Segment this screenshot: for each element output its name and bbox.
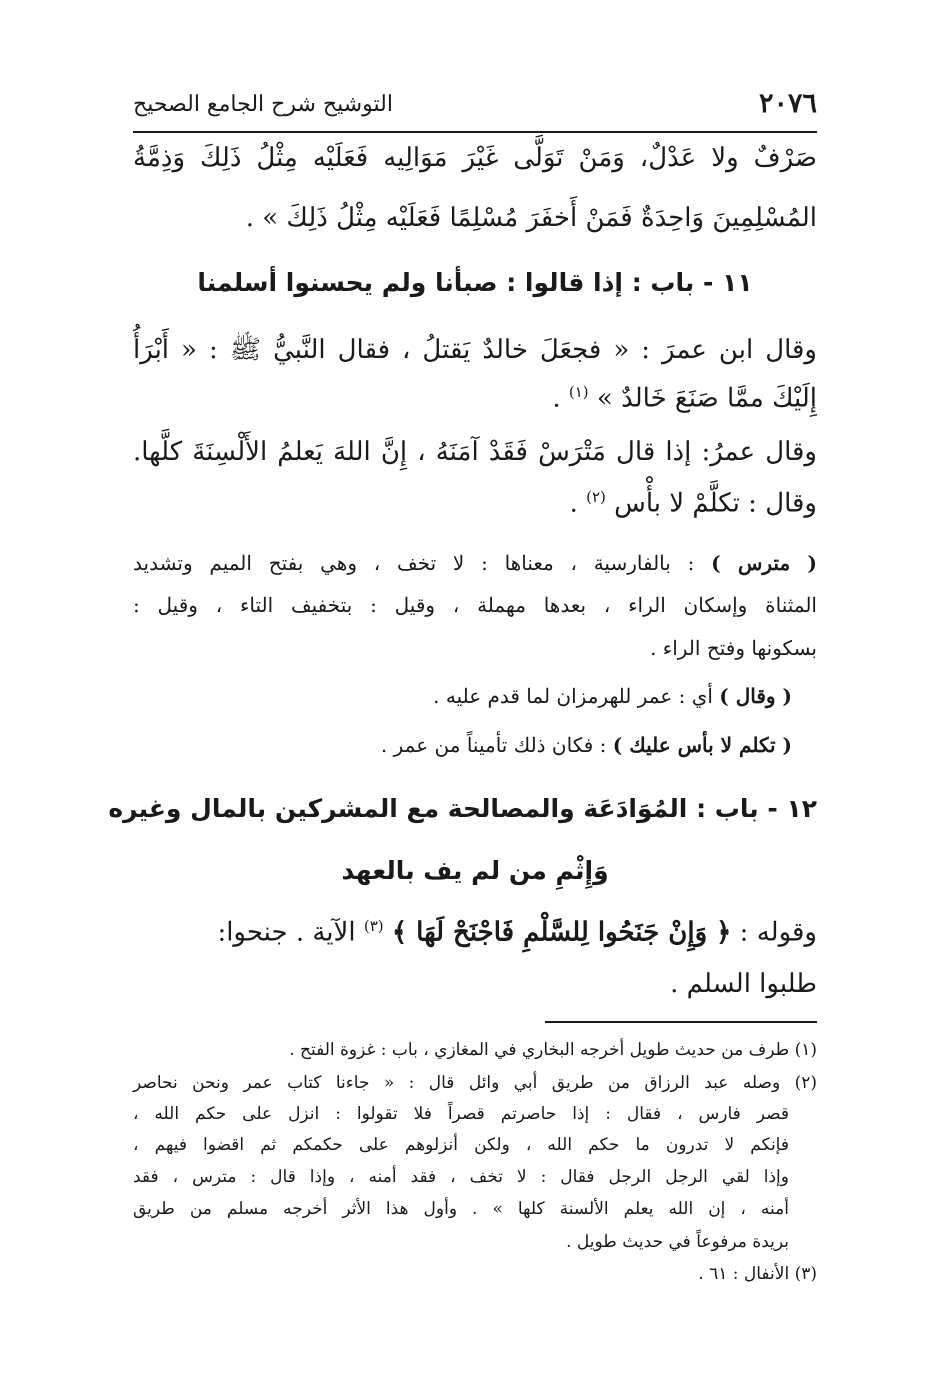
- footnote-1: (١) طرف من حديث طويل أخرجه البخاري في المغازي ، باب : غزوة الفتح .: [289, 1040, 817, 1060]
- footnote-2-line: بريدة مرفوعاً في حديث طويل .: [566, 1232, 789, 1252]
- footnote-2-line: فإنكم لا تدرون ما حكم الله ، ولكن أنزلوهم على حكمكم ثم اقضوا فيهم ،: [133, 1135, 789, 1155]
- footnote-rule: [545, 1021, 817, 1023]
- text-line: [133, 488, 817, 519]
- verse-intro: وقوله :: [731, 917, 817, 948]
- hadith-text: وقال : تكلَّمْ لا بأْس: [614, 488, 817, 519]
- chapter-heading: ١٢ - باب : المُوَادَعَة والمصالحة مع المشركين بالمال وغيره: [108, 794, 817, 823]
- footnote-2-line: وإذا لقي الرجل الرجل فقال : لا تخف ، فقد أمنه ، وإذا قال : مترس ، فقد: [133, 1167, 789, 1187]
- footnote-2-line: قصر فارس ، فقال : إذا حاصرتم قصراً فلا تقولوا : انزل على حكم الله ،: [133, 1104, 789, 1124]
- footnote-2: (٢) وصله عبد الرزاق من طريق أبي وائل قال : « جاءنا كتاب عمر ونحن نحاصر: [133, 1073, 817, 1093]
- commentary-term: ( وقال ): [719, 684, 792, 708]
- punctuation: .: [552, 383, 561, 414]
- page-number: ٢٠٧٦: [758, 88, 817, 119]
- text-line: صَرْفٌ ولا عَدْلٌ، وَمَنْ تَوَلَّى غَيْرَ مَوَالِيه فَعَلَيْه مِثْلُ ذَلِكَ وَذِمَّةُ: [133, 143, 817, 173]
- quran-verse: ﴿ وَإِنْ جَنَحُوا لِلسَّلْمِ فَاجْنَحْ لَهَا ﴾: [391, 917, 732, 948]
- text-line: [133, 917, 817, 948]
- commentary-line: [133, 733, 792, 757]
- hadith-text: إِلَيْكَ ممَّا صَنَعَ خَالدٌ »: [596, 383, 817, 414]
- text-line: المُسْلِمِينَ وَاحِدَةٌ فَمَنْ أَخفَرَ مُسْلِمًا فَعَلَيْه مِثْلُ ذَلِكَ » .: [245, 203, 817, 233]
- header-rule: [133, 131, 817, 133]
- commentary-text: أي : عمر للهرمزان لما قدم عليه .: [433, 684, 720, 708]
- footnote-3: (٣) الأنفال : ٦١ .: [698, 1264, 817, 1284]
- footnote-2-line: أمنه ، إن الله يعلم الألسنة كلها » . وأول هذا الأثر أخرجه مسلم من طريق: [133, 1199, 789, 1219]
- commentary-term: ( تكلم لا بأس عليك ): [612, 733, 792, 757]
- commentary-text: : فكان ذلك تأميناً من عمر .: [380, 733, 613, 757]
- commentary-line: [133, 551, 817, 575]
- commentary-line: بسكونها وفتح الراء .: [650, 636, 817, 660]
- punctuation: .: [569, 488, 578, 519]
- commentary-line: [133, 684, 792, 708]
- footnote-ref: (٢): [586, 488, 606, 506]
- text-line: طلبوا السلم .: [670, 969, 817, 999]
- footnote-ref: (١): [568, 383, 589, 401]
- verse-explanation: الآية . جنحوا:: [217, 917, 356, 948]
- running-title: التوشيح شرح الجامع الصحيح: [133, 92, 393, 117]
- chapter-heading: ١١ - باب : إذا قالوا : صبأنا ولم يحسنوا أسلمنا: [197, 268, 753, 297]
- text-line: وقال ابن عمرَ : « فجعَلَ خالدٌ يَقتلُ ، فقال النَّبيُّ ﷺ : « أَبْرَأُ: [133, 335, 817, 365]
- commentary-text: : بالفارسية ، معناها : لا تخف ، وهي بفتح الميم وتشديد: [133, 551, 712, 575]
- text-line: [133, 383, 817, 414]
- chapter-heading-continued: وَإِثْمِ من لم يف بالعهد: [341, 856, 609, 885]
- text-line: وقال عمرُ: إذا قال مَتْرَسْ فَقَدْ آمَنَهُ ، إِنَّ اللهَ يَعلمُ الأَلْسِنَةَ كلَّها.: [133, 437, 817, 467]
- footnote-ref: (٣): [363, 917, 384, 935]
- page-header: [133, 86, 817, 130]
- commentary-term: ( مترس ): [711, 551, 817, 575]
- commentary-line: المثناة وإسكان الراء ، بعدها مهملة ، وقيل : بتخفيف التاء ، وقيل :: [133, 593, 817, 617]
